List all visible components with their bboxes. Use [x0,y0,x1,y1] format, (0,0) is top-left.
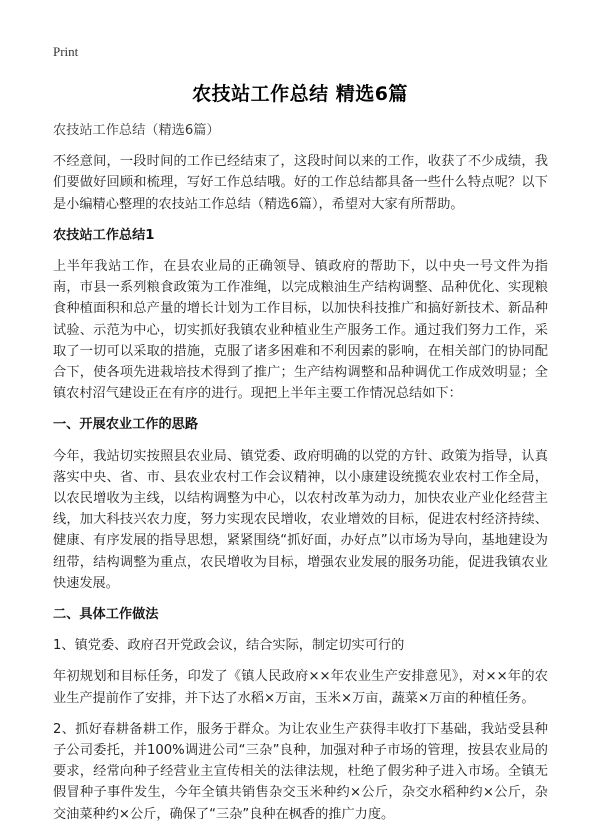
section-heading-summary-1: 农技站工作总结1 [53,227,155,243]
article-subtitle: 农技站工作总结（精选6篇） [53,123,220,138]
practice-item-2-paragraph: 2、抓好春耕备耕工作，服务于群众。为让农业生产获得丰收打下基础，我站受县种子公司委托，并100%调进公司“三杂”良种，加强对种子市场的管理，按县农业局的要求，经常向种子经营业主宣传相关的法律法规，杜绝了假劣种子进入市场。全镇无假冒种子事件发生，今年全镇共销售杂交玉米种约×公斤，杂交水稻种约×公斤，杂交油菜种约×公斤，确保了“三杂”良种在枫香的推广力度。 [53,721,548,822]
section-heading-thoughts: 一、开展农业工作的思路 [53,417,199,433]
article-body [53,120,548,835]
page-title: 农技站工作总结 精选6篇 [192,83,408,105]
practice-item-1-heading: 1、镇党委、政府召开党政会议，结合实际，制定切实可行的 [53,638,405,654]
thoughts-paragraph: 今年，我站切实按照县农业局、镇党委、政府明确的以党的方针、政策为指导，认真落实中央、省、市、县农业农村工作会议精神，以小康建设统揽农业农村工作全局，以农民增收为主线，以结构调整为中心，以农村改革为动力，加快农业产业化经营主线，加大科技兴农力度，努力实现农民增收，农业增效的目标，促进农村经济持续、健康、有序发展的指导思想，紧紧围绕“抓好面，办好点”以市场为导向，基地建设为纽带，结构调整为重点，农民增收为目标，增强农业发展的服务功能，促进我镇农业快速发展。 [53,448,548,591]
practice-item-1-paragraph: 年初规划和目标任务，印发了《镇人民政府××年农业生产安排意见》，对××年的农业生产提前作了安排，并下达了水稻×万亩，玉米×万亩，蔬菜×万亩的种植任务。 [53,669,548,706]
summary-1-paragraph: 上半年我站工作，在县农业局的正确领导、镇政府的帮助下，以中央一号文件为指南，市县一系列粮食政策为工作准绳，以完成粮油生产结构调整、品种优化、实现粮食种植面积和总产量的增长计划为工作目标，以加快科技推广和搞好新技术、新品种试验、示范为中心，切实抓好我镇农业种植业生产服务工作。通过我们努力工作，采取了一切可以采取的措施，克服了诸多困难和不利因素的影响，在相关部门的协同配合下，使各项先进栽培技术得到了推广；生产结构调整和品种调优工作成效明显；全镇农村沼气建设正在有序的进行。现把上半年主要工作情况总结如下： [53,259,548,402]
intro-paragraph: 不经意间，一段时间的工作已经结束了，这段时间以来的工作，收获了不少成绩，我们要做好回顾和梳理，写好工作总结哦。好的工作总结都具备一些什么特点呢？以下是小编精心整理的农技站工作总结（精选6篇），希望对大家有所帮助。 [53,154,548,212]
print-link[interactable]: Print [53,44,79,59]
section-heading-practices: 二、具体工作做法 [53,607,159,623]
